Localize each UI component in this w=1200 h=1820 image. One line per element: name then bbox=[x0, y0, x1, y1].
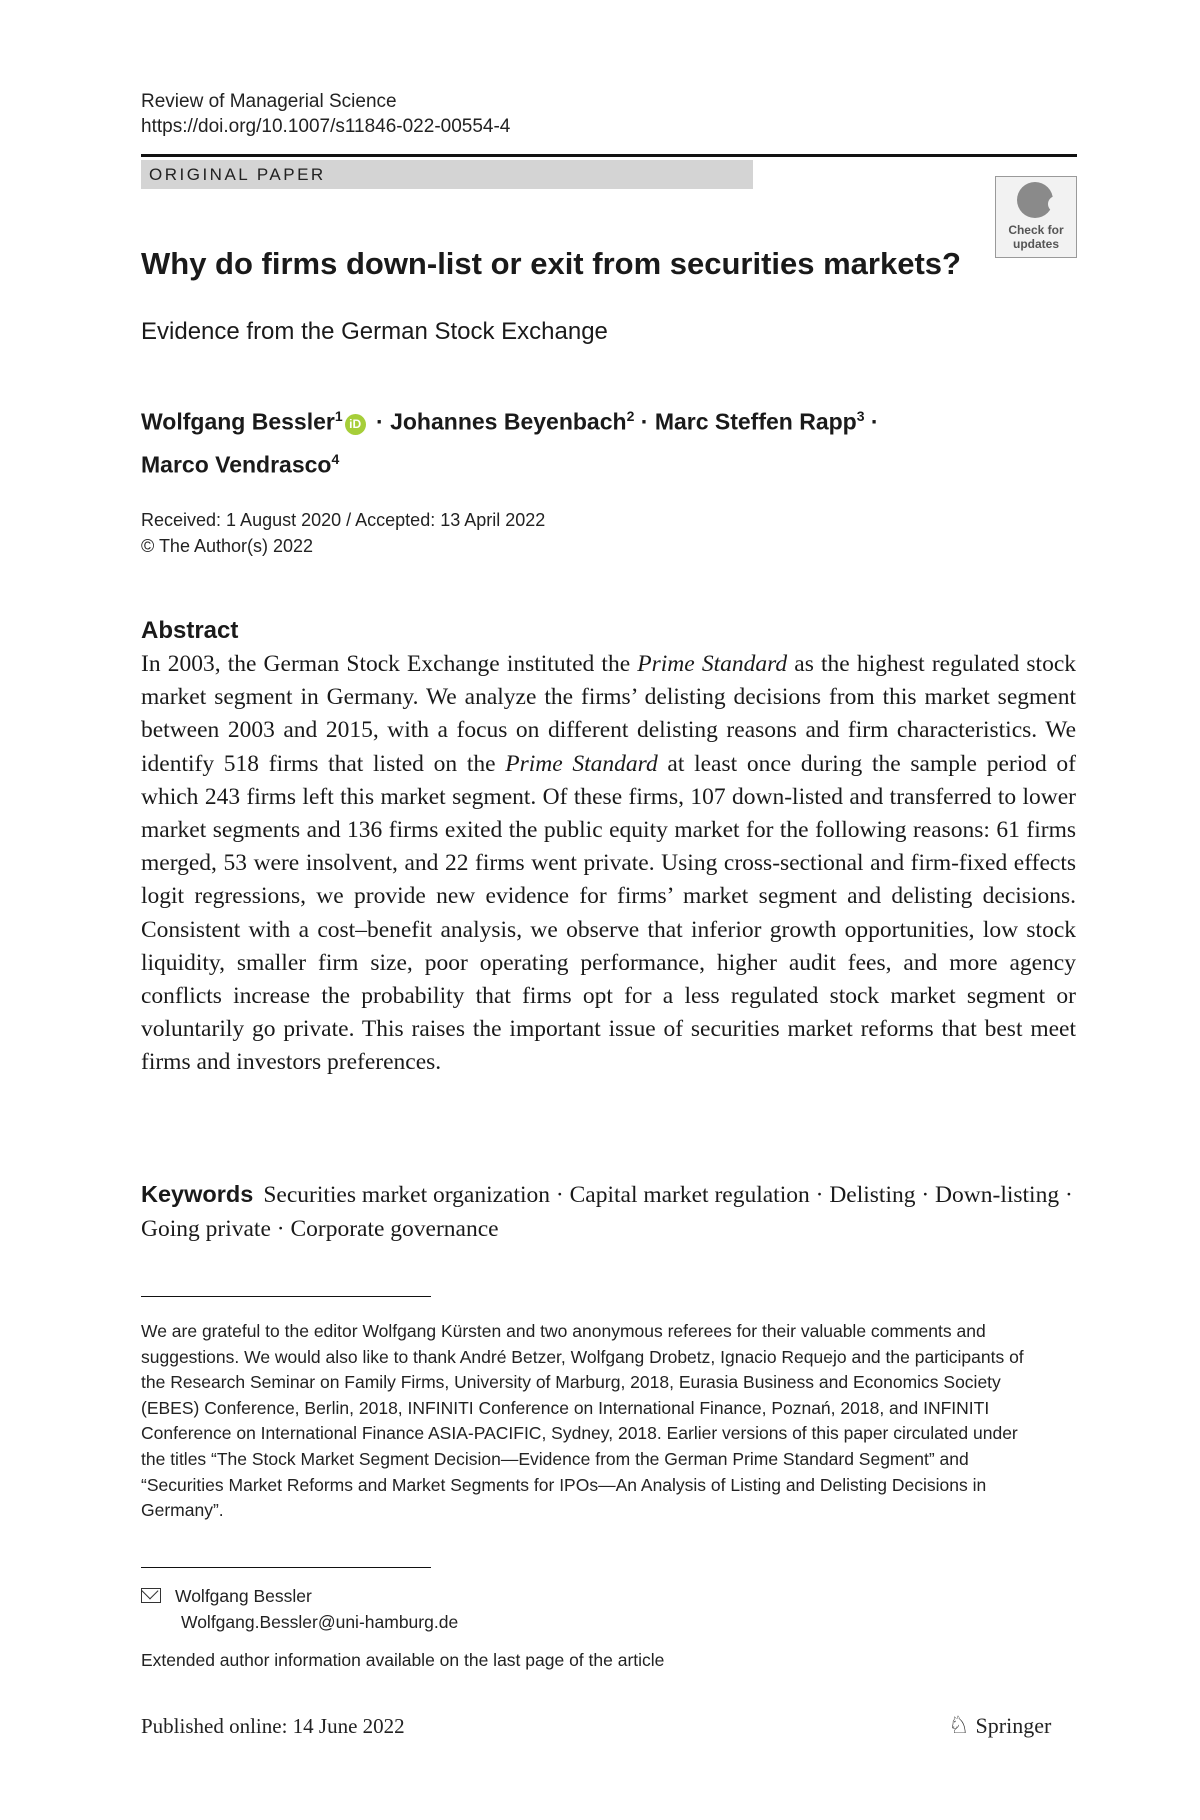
received-accepted-dates: Received: 1 August 2020 / Accepted: 13 April 2022 bbox=[141, 510, 546, 530]
check-updates-icon bbox=[1017, 182, 1053, 218]
author-name[interactable]: Marco Vendrasco bbox=[141, 451, 332, 478]
doi-link[interactable]: https://doi.org/10.1007/s11846-022-00554-4 bbox=[141, 116, 511, 137]
keywords-text: Securities market organization · Capital market regulation · Delisting · Down-listing · Going private · Corporate governance bbox=[141, 1182, 1073, 1242]
keywords-label: Keywords bbox=[141, 1181, 254, 1207]
check-for-updates-badge[interactable] bbox=[995, 176, 1077, 258]
correspondence-rule bbox=[141, 1567, 431, 1568]
publisher-name: Springer bbox=[975, 1713, 1052, 1738]
envelope-icon bbox=[141, 1588, 161, 1603]
author-separator: · bbox=[369, 408, 391, 435]
keywords-block bbox=[141, 1178, 1076, 1246]
publisher-logo[interactable] bbox=[948, 1711, 1051, 1740]
article-type-banner bbox=[141, 160, 753, 189]
abstract-emphasis: Prime Standard bbox=[637, 651, 788, 677]
abstract-segment: as the highest regulated stock market segment in Germany. We analyze the firms’ delisting decisions from this market segment between 2003 and 2015, with a focus on different delisting reasons and firm characteristics. We identify 518 firms that listed on the bbox=[141, 651, 1077, 777]
extended-author-info: Extended author information available on the last page of the article bbox=[141, 1650, 665, 1670]
author-affiliation: 3 bbox=[856, 408, 865, 424]
abstract-text bbox=[141, 648, 1076, 1080]
abstract-segment: at least once during the sample period of which 243 firms left this market segment. Of these firms, 107 down-listed and transferred to lower market segments and 136 firms exited the public equity market for the following reasons: 61 firms merged, 53 were insolvent, and 22 firms went private. Using cross-sectional and firm-fixed effects logit regressions, we provide new evidence for firms’ market segment and delisting decisions. Consistent with a cost–benefit analysis, we observe that inferior growth opportunities, low stock liquidity, smaller firm size, poor operating performance, higher audit fees, and more agency conflicts increase the probability that firms opt for a less regulated stock market segment or voluntarily go private. This raises the important issue of securities market reforms that best meet firms and investors preferences. bbox=[141, 750, 1077, 1076]
abstract-segment: In 2003, the German Stock Exchange instituted the bbox=[141, 651, 638, 677]
author-affiliation: 1 bbox=[334, 408, 343, 424]
author-separator: · bbox=[634, 408, 655, 435]
correspondence-block bbox=[141, 1583, 458, 1635]
author-separator: · bbox=[864, 408, 879, 435]
paper-title: Why do firms down-list or exit from securities markets? bbox=[141, 246, 961, 281]
paper-subtitle: Evidence from the German Stock Exchange bbox=[141, 318, 608, 345]
orcid-icon[interactable]: iD bbox=[345, 414, 366, 435]
author-affiliation: 2 bbox=[626, 408, 635, 424]
correspondence-name: Wolfgang Bessler bbox=[175, 1586, 312, 1606]
dates-block bbox=[141, 507, 545, 559]
published-date: Published online: 14 June 2022 bbox=[141, 1714, 405, 1738]
author-name[interactable]: Johannes Beyenbach bbox=[390, 408, 627, 435]
author-list bbox=[141, 398, 1041, 483]
check-updates-label: Check for updates bbox=[1008, 223, 1064, 251]
journal-header bbox=[141, 89, 510, 139]
copyright-notice: © The Author(s) 2022 bbox=[141, 536, 314, 556]
abstract-emphasis: Prime Standard bbox=[505, 750, 658, 777]
author-name[interactable]: Marc Steffen Rapp bbox=[654, 408, 857, 435]
footnote-rule bbox=[141, 1296, 431, 1297]
journal-name: Review of Managerial Science bbox=[141, 91, 397, 112]
article-type-label: ORIGINAL PAPER bbox=[149, 165, 326, 184]
author-affiliation: 4 bbox=[331, 450, 340, 467]
abstract-heading: Abstract bbox=[141, 617, 239, 644]
springer-horse-icon: ♘ bbox=[948, 1713, 970, 1739]
header-rule bbox=[141, 154, 1077, 157]
author-name[interactable]: Wolfgang Bessler bbox=[141, 408, 335, 435]
acknowledgement-footnote: We are grateful to the editor Wolfgang Kürsten and two anonymous referees for their valuable comments and suggestions. We would also like to thank André Betzer, Wolfgang Drobetz, Ignacio Requejo and the participants of the Research Seminar on Family Firms, University of Marburg, 2018, Eurasia Business and Economics Society (EBES) Conference, Berlin, 2018, INFINITI Conference on International Finance, Poznań, 2018, and INFINITI Conference on International Finance ASIA-PACIFIC, Sydney, 2018. Earlier versions of this paper circulated under the titles “The Stock Market Segment Decision—Evidence from the German Prime Standard Segment” and “Securities Market Reforms and Market Segments for IPOs—An Analysis of Listing and Delisting Decisions in Germany”. bbox=[141, 1321, 1024, 1521]
correspondence-email[interactable]: Wolfgang.Bessler@uni-hamburg.de bbox=[181, 1612, 459, 1632]
